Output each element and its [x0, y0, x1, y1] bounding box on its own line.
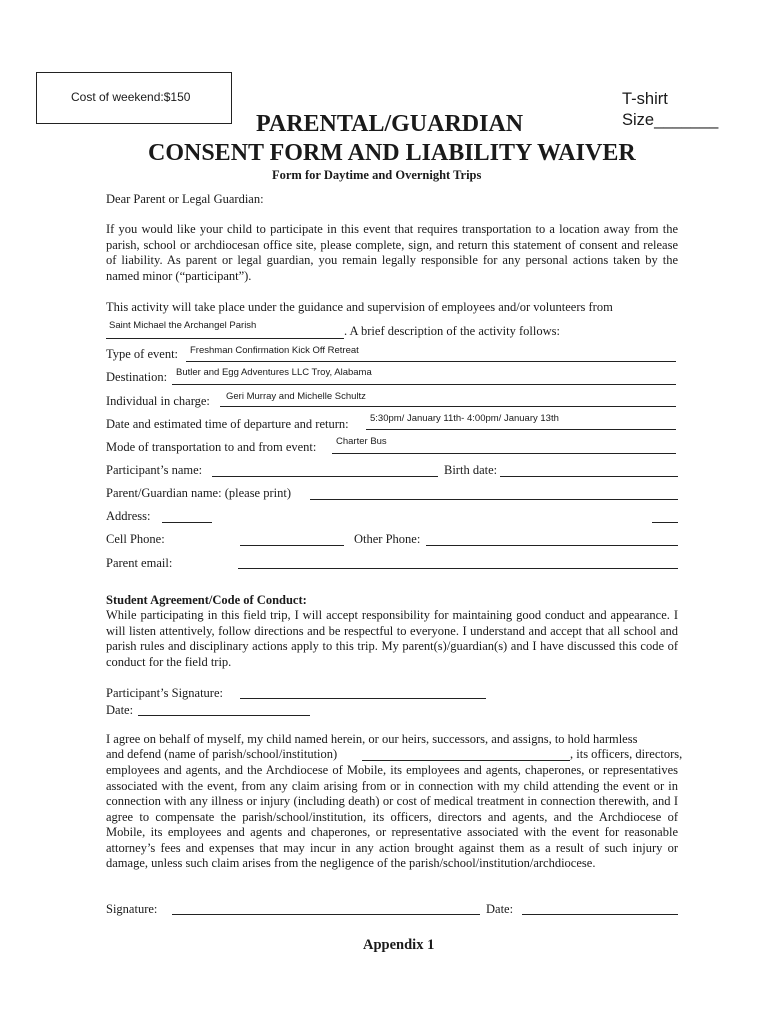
cell-phone-field[interactable]: [240, 545, 344, 546]
parent-name-label: Parent/Guardian name: (please print): [106, 486, 291, 500]
agreement-heading: Student Agreement/Code of Conduct:: [106, 593, 307, 607]
participant-name-label: Participant’s name:: [106, 463, 203, 477]
waiver-parish-field[interactable]: [362, 760, 570, 761]
individual-value[interactable]: Geri Murray and Michelle Schultz: [226, 391, 366, 402]
participant-name-field[interactable]: [212, 476, 438, 477]
form-subtitle: Form for Daytime and Overnight Trips: [272, 168, 482, 182]
size-field[interactable]: Size_______: [622, 111, 719, 129]
destination-label: Destination:: [106, 370, 168, 384]
agreement-date-field[interactable]: [138, 715, 310, 716]
appendix-label: Appendix 1: [363, 937, 435, 953]
waiver-officers-text: , its officers, directors,: [570, 747, 683, 761]
address-field-end: [652, 522, 678, 523]
date-time-label: Date and estimated time of departure and return:: [106, 417, 349, 431]
brief-description-label: . A brief description of the activity follows:: [344, 324, 560, 338]
activity-line: This activity will take place under the guidance and supervision of employees and/or volunteers from: [106, 300, 613, 314]
waiver-paragraph: employees and agents, and the Archdiocese of Mobile, its employees and agents, chaperones, or representatives associated with the event, from any claim arising from or in connection with my child attending the event or in connection with any illness or injury (including death) or cost of medical treatment in connection therewith, and I agree to compensate the parish/school/institution, its officers, directors and agents, and the Archdiocese of Mobile, its employees and agents and chaperones, or representative associated with the event for reasonable attorney’s fees and expenses that may incur in any action brought against them as a result of such injury or damage, unless such claim arises from the negligence of the parish/school/institution/archdiocese.: [106, 763, 678, 870]
type-of-event-label: Type of event:: [106, 347, 179, 361]
parent-email-field[interactable]: [238, 568, 678, 569]
destination-underline: [172, 384, 676, 385]
tshirt-label: T-shirt: [622, 90, 668, 108]
title-line2: CONSENT FORM AND LIABILITY WAIVER: [148, 140, 636, 166]
individual-label: Individual in charge:: [106, 394, 210, 408]
birth-date-field[interactable]: [500, 476, 678, 477]
type-of-event-underline: [186, 361, 676, 362]
signature-field[interactable]: [172, 914, 480, 915]
date-time-underline: [366, 429, 676, 430]
waiver-line1: I agree on behalf of myself, my child named herein, or our heirs, successors, and assigns, to hold harmless: [106, 732, 638, 746]
transportation-underline: [332, 453, 676, 454]
other-phone-field[interactable]: [426, 545, 678, 546]
signature-label: Signature:: [106, 902, 158, 916]
transportation-label: Mode of transportation to and from event:: [106, 440, 317, 454]
waiver-parish-label: and defend (name of parish/school/institution): [106, 747, 338, 761]
participant-signature-field[interactable]: [240, 698, 486, 699]
parent-name-field[interactable]: [310, 499, 678, 500]
cost-of-weekend: Cost of weekend:$150: [71, 90, 191, 104]
type-of-event-value[interactable]: Freshman Confirmation Kick Off Retreat: [190, 345, 359, 356]
participant-signature-label: Participant’s Signature:: [106, 686, 223, 700]
parent-email-label: Parent email:: [106, 556, 173, 570]
birth-date-label: Birth date:: [444, 463, 498, 477]
title-line1: PARENTAL/GUARDIAN: [256, 111, 524, 137]
agreement-paragraph: While participating in this field trip, I will accept responsibility for maintaining good conduct and appearance. I will listen attentively, follow directions and be respectful to everyone. I understand and accept that all school and parish rules and disciplinary actions apply to this trip. My parent(s)/guardian(s) and I have discussed this code of conduct for the field trip.: [106, 608, 678, 669]
cell-phone-label: Cell Phone:: [106, 532, 165, 546]
other-phone-label: Other Phone:: [354, 532, 421, 546]
cost-box: [36, 72, 232, 124]
destination-value[interactable]: Butler and Egg Adventures LLC Troy, Alabama: [176, 367, 372, 378]
transportation-value[interactable]: Charter Bus: [336, 436, 387, 447]
date-time-value[interactable]: 5:30pm/ January 11th- 4:00pm/ January 13th: [370, 413, 559, 424]
address-field[interactable]: [162, 522, 212, 523]
parish-value[interactable]: Saint Michael the Archangel Parish: [109, 320, 257, 331]
agreement-date-label: Date:: [106, 703, 134, 717]
waiver-date-label: Date:: [486, 902, 514, 916]
parish-underline: [106, 338, 344, 339]
address-label: Address:: [106, 509, 151, 523]
greeting: Dear Parent or Legal Guardian:: [106, 192, 264, 206]
intro-paragraph: If you would like your child to participate in this event that requires transportation to a location away from the parish, school or archdiocesan office site, please complete, sign, and return this statement of consent and release of liability. As parent or legal guardian, you remain legally responsible for any personal actions taken by the named minor (“participant”).: [106, 222, 678, 283]
individual-underline: [220, 406, 676, 407]
waiver-date-field[interactable]: [522, 914, 678, 915]
